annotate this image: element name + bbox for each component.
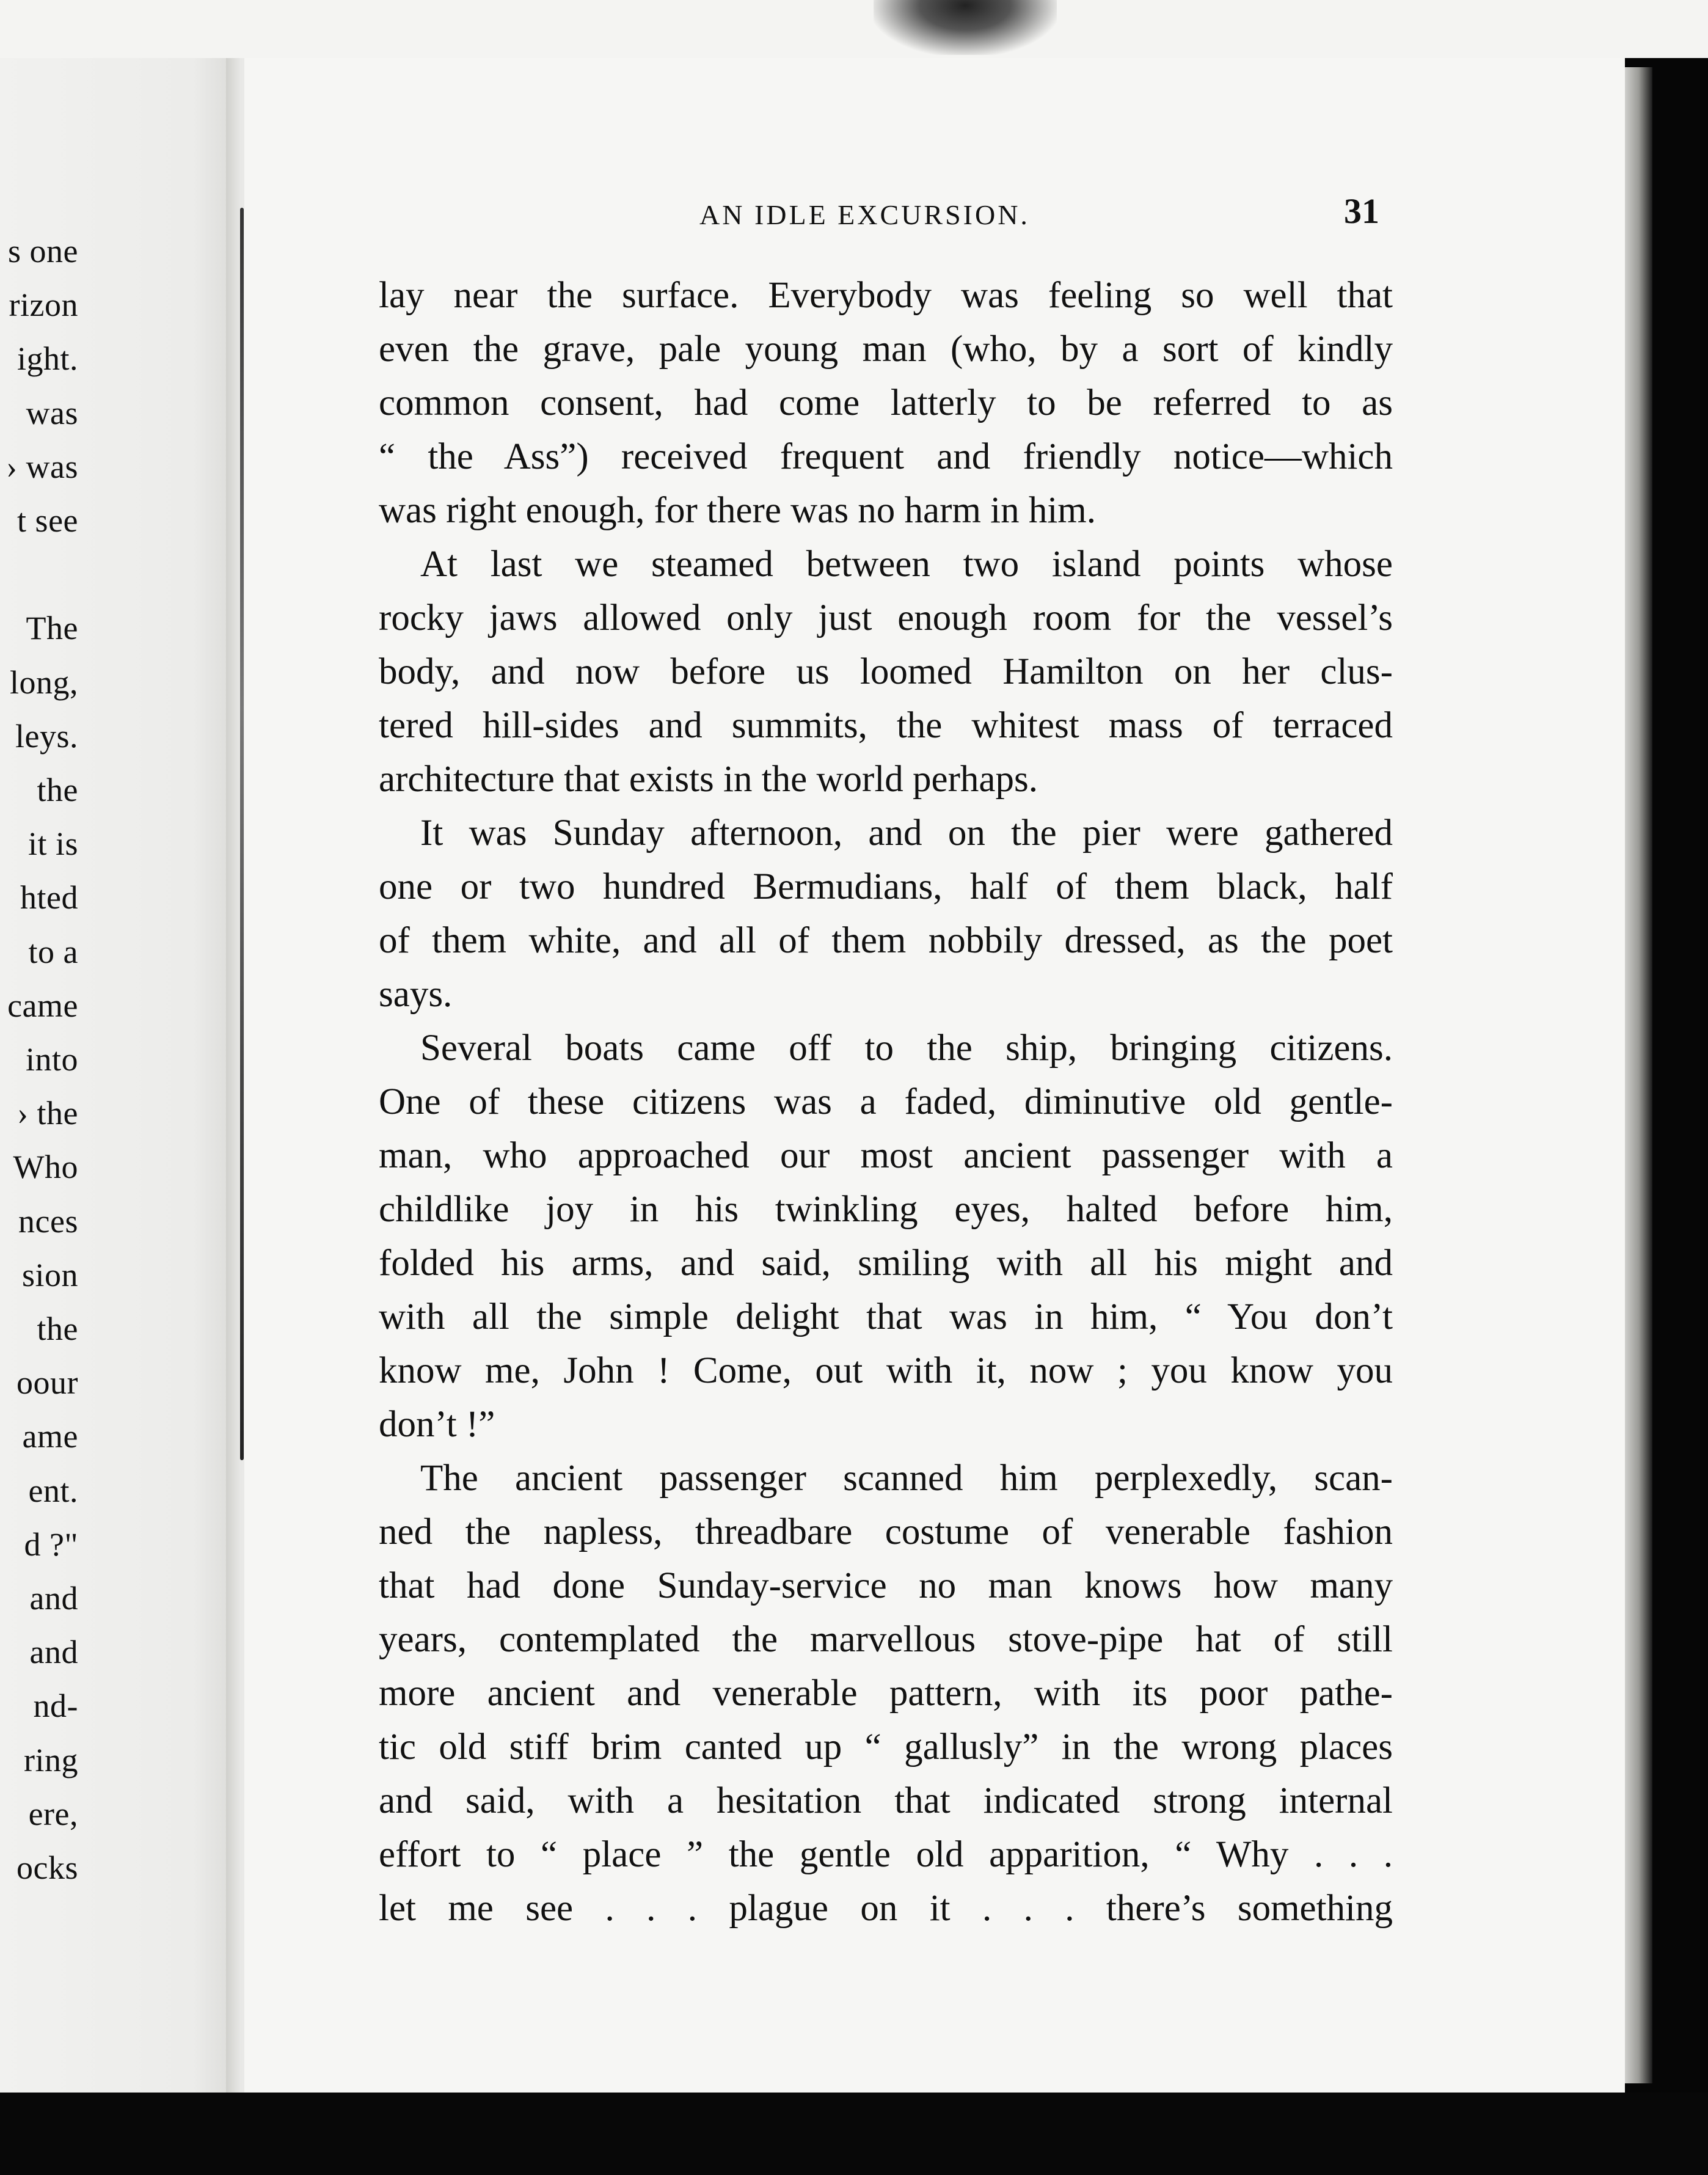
- left-page-line: nces: [18, 1202, 78, 1240]
- text-line: rocky jaws allowed only just enough room for the vessel’s: [379, 598, 1393, 638]
- text-line: The ancient passenger scanned him perplexedly, scan-: [420, 1458, 1393, 1499]
- left-page-line: to a: [28, 933, 78, 970]
- left-page-line: hted: [20, 879, 78, 916]
- left-page-line: s one: [8, 233, 78, 269]
- text-line: don’t !”: [379, 1404, 495, 1445]
- left-page-line: › was: [6, 448, 78, 485]
- text-line: that had done Sunday-service no man knows how many: [379, 1565, 1393, 1606]
- text-line: folded his arms, and said, smiling with all his might and: [379, 1243, 1393, 1284]
- left-page-line: The: [26, 610, 78, 647]
- text-line: even the grave, pale young man (who, by a sort of kindly: [379, 329, 1393, 370]
- text-line: with all the simple delight that was in him, “ You don’t: [379, 1296, 1393, 1337]
- text-line: One of these citizens was a faded, diminutive old gentle-: [379, 1081, 1393, 1122]
- text-line: of them white, and all of them nobbily dressed, as the poet: [379, 920, 1393, 961]
- left-page-line: the: [37, 1310, 78, 1347]
- text-line: ned the napless, threadbare costume of venerable fashion: [379, 1512, 1393, 1552]
- left-page-line: nd-: [33, 1687, 78, 1725]
- left-page-line: ight.: [16, 340, 78, 378]
- text-line: years, contemplated the marvellous stove-pipe hat of still: [379, 1619, 1393, 1660]
- text-line: lay near the surface. Everybody was feeling so well that: [379, 275, 1393, 316]
- page-number: 31: [1344, 191, 1379, 231]
- left-page-line: ocks: [16, 1849, 78, 1886]
- left-page-line: Who: [13, 1149, 78, 1186]
- top-margin: [0, 0, 1708, 58]
- text-line: more ancient and venerable pattern, with its poor pathe-: [379, 1673, 1393, 1714]
- text-line: and said, with a hesitation that indicated strong internal: [379, 1780, 1393, 1821]
- left-page-fragment: [0, 58, 241, 2093]
- text-line: effort to “ place ” the gentle old apparition, “ Why . . .: [379, 1834, 1393, 1875]
- left-page-line: ent.: [28, 1472, 78, 1509]
- text-line: At last we steamed between two island points whose: [420, 544, 1393, 585]
- text-line: architecture that exists in the world perhaps.: [379, 759, 1038, 800]
- left-page-line: and: [29, 1634, 78, 1671]
- left-page-line: ring: [24, 1741, 78, 1778]
- left-page-line: d ?": [24, 1526, 78, 1563]
- left-page-line: › the: [17, 1095, 78, 1132]
- text-line: man, who approached our most ancient passenger with a: [379, 1135, 1393, 1176]
- text-line: body, and now before us loomed Hamilton on her clus-: [379, 651, 1393, 692]
- text-line: Several boats came off to the ship, bringing citizens.: [420, 1028, 1393, 1069]
- left-page-line: it is: [27, 825, 78, 863]
- left-page-line: rizon: [9, 287, 78, 324]
- spine-shadow: [240, 208, 244, 1460]
- left-page-line: oour: [16, 1364, 78, 1402]
- left-page-line: sion: [21, 1256, 78, 1293]
- text-line: “ the Ass”) received frequent and friendly notice—which: [379, 436, 1393, 477]
- text-line: It was Sunday afternoon, and on the pier were gathered: [420, 813, 1393, 854]
- left-page-line: into: [25, 1041, 78, 1078]
- left-page-line: the: [37, 772, 78, 808]
- running-head: AN IDLE EXCURSION.: [699, 199, 1030, 230]
- text-line: one or two hundred Bermudians, half of them black, half: [379, 866, 1393, 907]
- text-line: says.: [379, 974, 453, 1015]
- left-page-line: was: [26, 394, 78, 431]
- left-page-line: and: [29, 1580, 78, 1617]
- left-page-line: long,: [9, 663, 78, 701]
- left-page-line: ame: [22, 1418, 78, 1455]
- page-edge-shadow: [1625, 67, 1652, 2083]
- left-page-line: leys.: [15, 717, 78, 755]
- text-line: common consent, had come latterly to be referred to as: [379, 382, 1393, 423]
- text-line: know me, John ! Come, out with it, now ; you know you: [379, 1350, 1393, 1391]
- page-stain: [874, 0, 1057, 55]
- bottom-margin: [0, 2093, 1708, 2175]
- text-line: tic old stiff brim canted up “ gallusly” in the wrong places: [379, 1727, 1393, 1767]
- left-page-line: ere,: [28, 1795, 78, 1832]
- text-line: was right enough, for there was no harm in him.: [379, 490, 1096, 531]
- text-line: let me see . . . plague on it . . . there’s something: [379, 1888, 1393, 1929]
- text-line: childlike joy in his twinkling eyes, halted before him,: [379, 1189, 1393, 1230]
- left-page-line: came: [7, 987, 78, 1024]
- left-page-line: t see: [17, 502, 78, 539]
- text-line: tered hill-sides and summits, the whitest mass of terraced: [379, 705, 1393, 746]
- body-text: [379, 269, 1393, 1936]
